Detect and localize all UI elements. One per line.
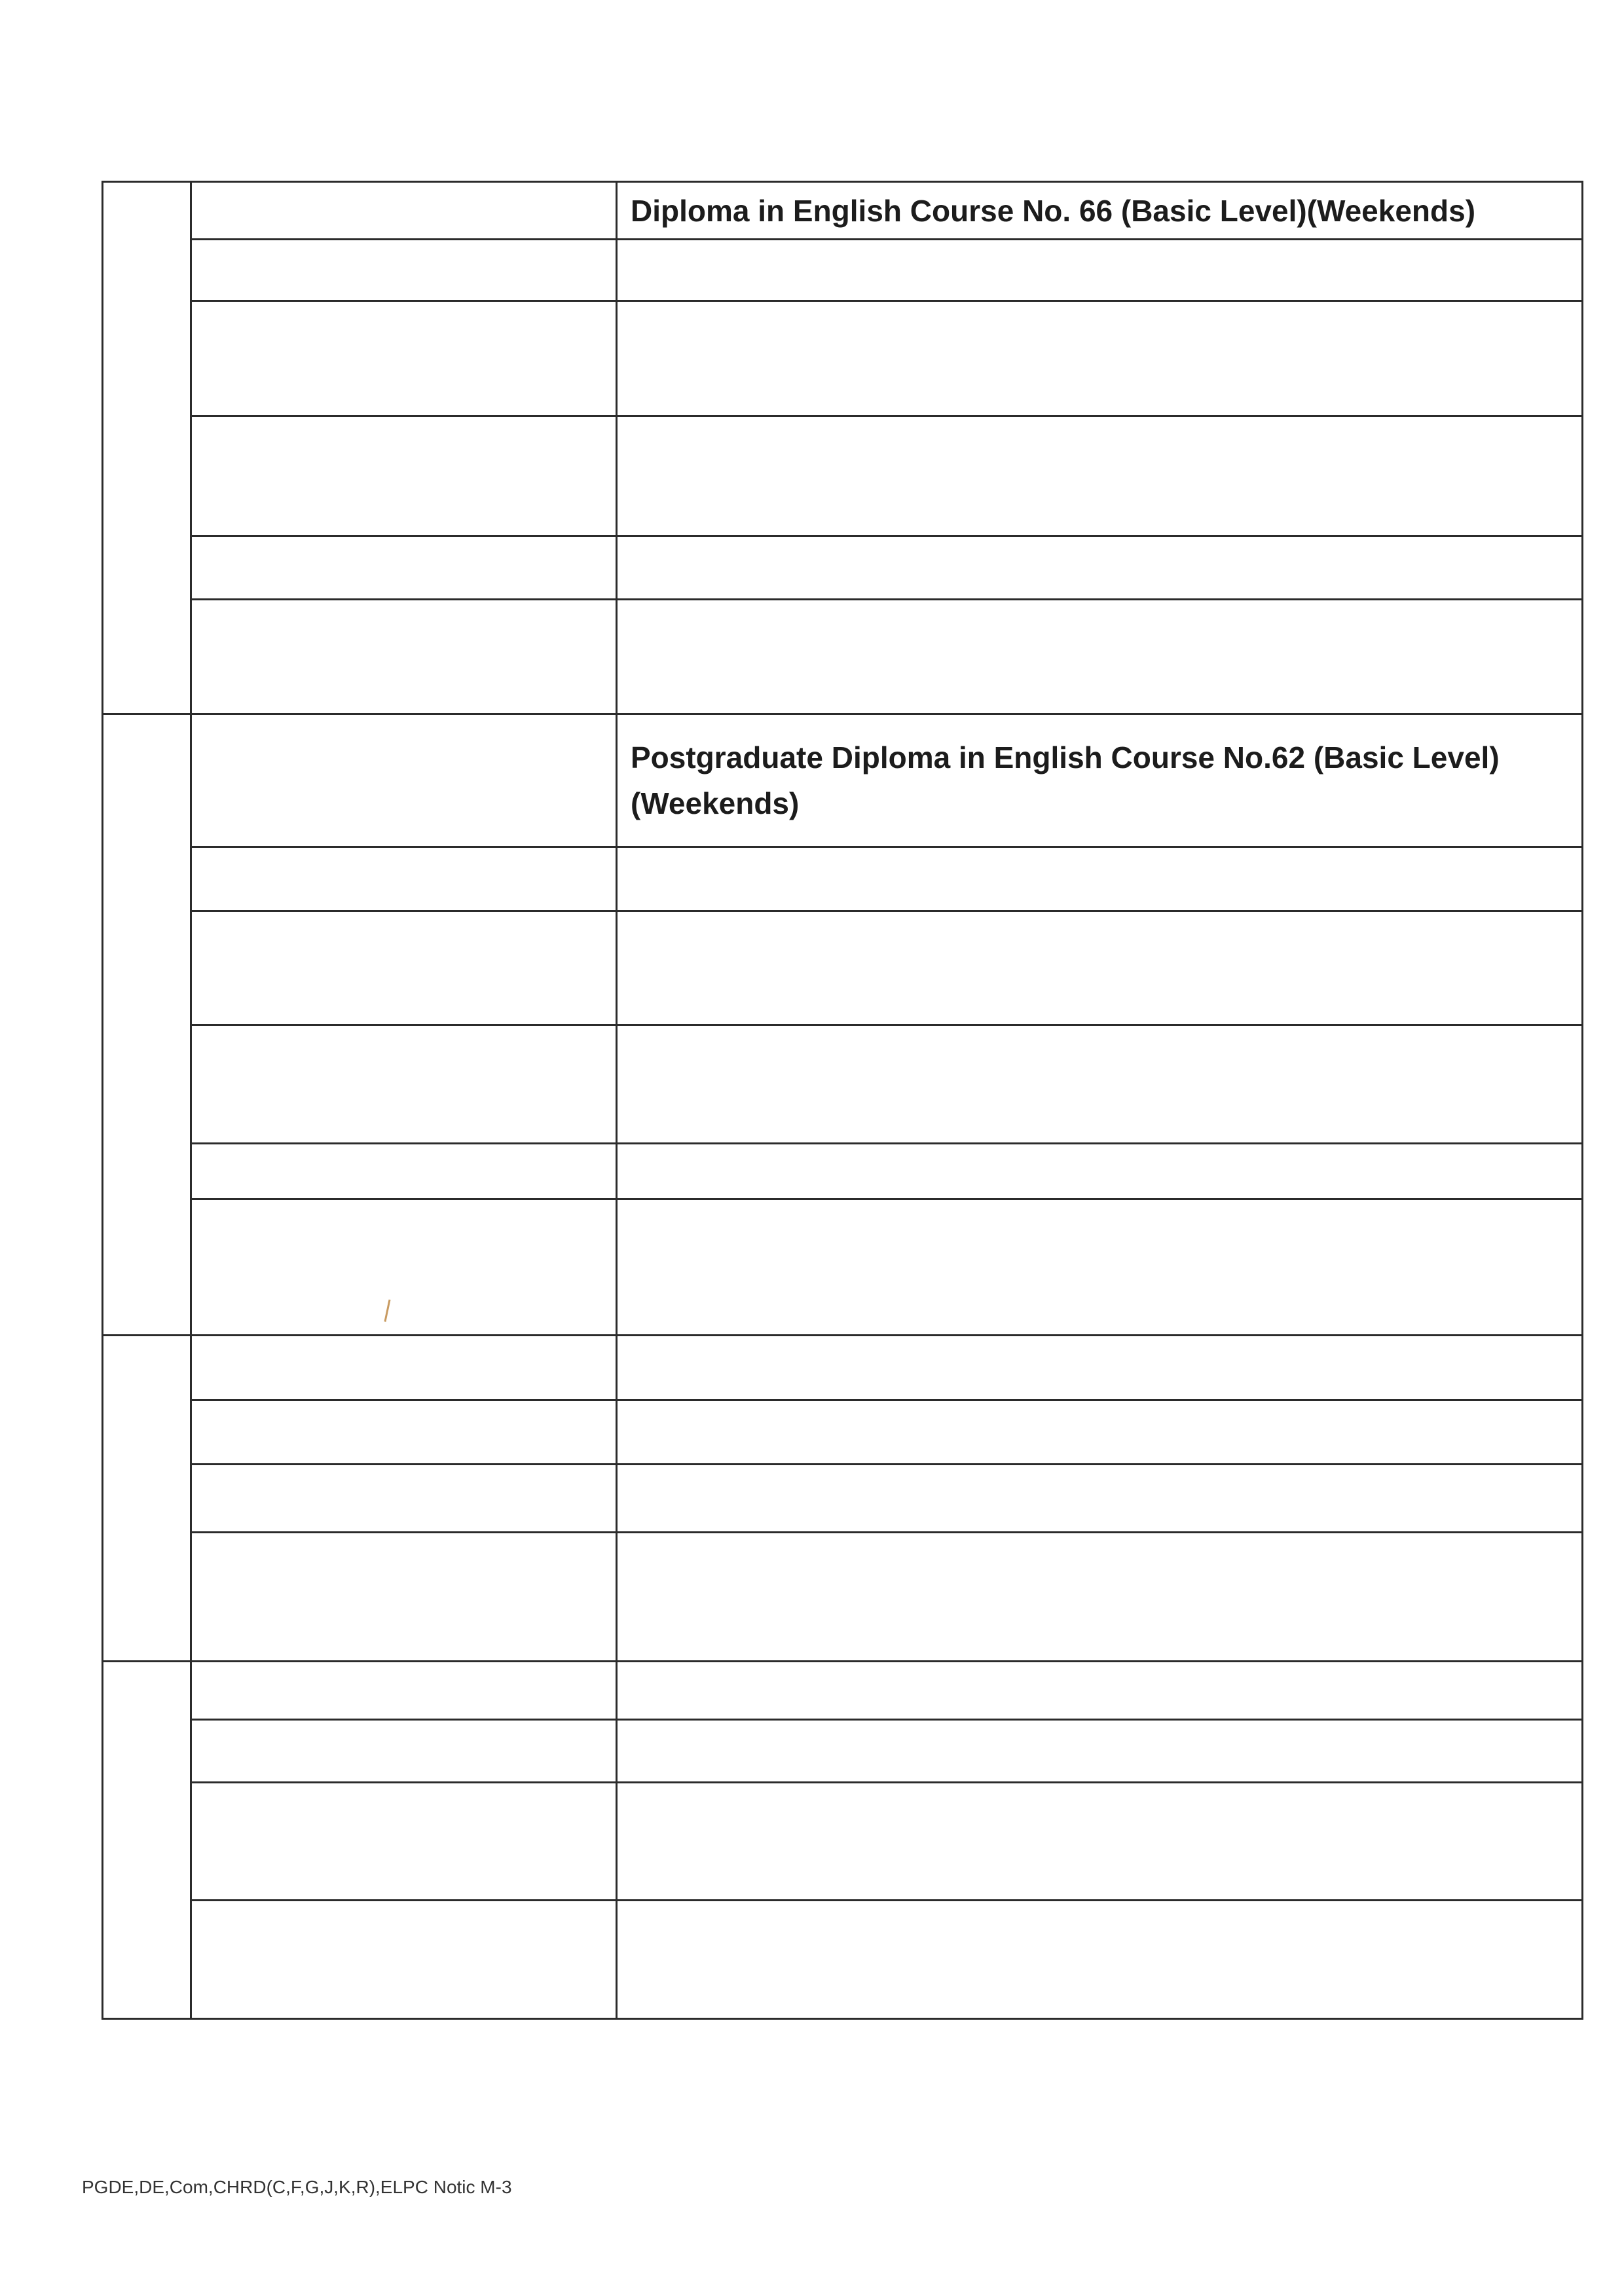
row-value xyxy=(617,416,1583,536)
row-value xyxy=(617,301,1583,416)
table-row xyxy=(103,600,1583,714)
table-row xyxy=(103,1532,1583,1661)
table-row xyxy=(103,1661,1583,1719)
row-value xyxy=(617,1532,1583,1661)
table-row xyxy=(103,1025,1583,1144)
table-row xyxy=(103,301,1583,416)
row-label xyxy=(191,1661,617,1719)
row-value xyxy=(617,1720,1583,1783)
row-label xyxy=(191,1400,617,1465)
row-label xyxy=(191,847,617,911)
table-row xyxy=(103,1464,1583,1532)
row-value xyxy=(617,240,1583,301)
course-title: Postgraduate Diploma in English Course No.62 (Basic Level) (Weekends) xyxy=(617,714,1583,847)
row-value xyxy=(617,1782,1583,1901)
course-title xyxy=(617,1335,1583,1400)
row-label xyxy=(191,240,617,301)
table-row xyxy=(103,714,1583,847)
table-row xyxy=(103,1901,1583,2019)
row-value xyxy=(617,847,1583,911)
row-label xyxy=(191,1532,617,1661)
row-value xyxy=(617,1901,1583,2019)
table-row xyxy=(103,1400,1583,1465)
document-code: PGDE,DE,Com,CHRD(C,F,G,J,K,R),ELPC Notic M-3 xyxy=(82,2177,512,2197)
row-label xyxy=(191,600,617,714)
course-table xyxy=(101,181,1583,2020)
table-row xyxy=(103,1782,1583,1901)
row-label xyxy=(191,1720,617,1783)
table-row xyxy=(103,1199,1583,1335)
row-value xyxy=(617,1025,1583,1144)
row-value xyxy=(617,1143,1583,1199)
row-value xyxy=(617,536,1583,600)
course-title xyxy=(617,1661,1583,1719)
course-title: Diploma in English Course No. 66 (Basic Level)(Weekends) xyxy=(617,182,1583,240)
table-row xyxy=(103,182,1583,240)
row-label xyxy=(191,536,617,600)
course-number xyxy=(103,1661,191,2018)
row-label xyxy=(191,416,617,536)
row-label xyxy=(191,1143,617,1199)
row-label xyxy=(191,1901,617,2019)
row-label xyxy=(191,182,617,240)
row-label xyxy=(191,301,617,416)
table-row xyxy=(103,1335,1583,1400)
row-value xyxy=(617,1464,1583,1532)
table-row xyxy=(103,847,1583,911)
course-number xyxy=(103,1335,191,1661)
row-value xyxy=(617,911,1583,1025)
row-label xyxy=(191,1464,617,1532)
row-label xyxy=(191,911,617,1025)
course-number xyxy=(103,182,191,714)
table-row xyxy=(103,1143,1583,1199)
table-row xyxy=(103,536,1583,600)
table-row xyxy=(103,1720,1583,1783)
course-number xyxy=(103,714,191,1335)
row-label xyxy=(191,1025,617,1144)
row-value xyxy=(617,1199,1583,1335)
row-label xyxy=(191,714,617,847)
row-label xyxy=(191,1335,617,1400)
row-value xyxy=(617,1400,1583,1465)
row-label xyxy=(191,1199,617,1335)
table-row xyxy=(103,911,1583,1025)
row-label xyxy=(191,1782,617,1901)
table-row xyxy=(103,240,1583,301)
table-row xyxy=(103,416,1583,536)
row-value xyxy=(617,600,1583,714)
